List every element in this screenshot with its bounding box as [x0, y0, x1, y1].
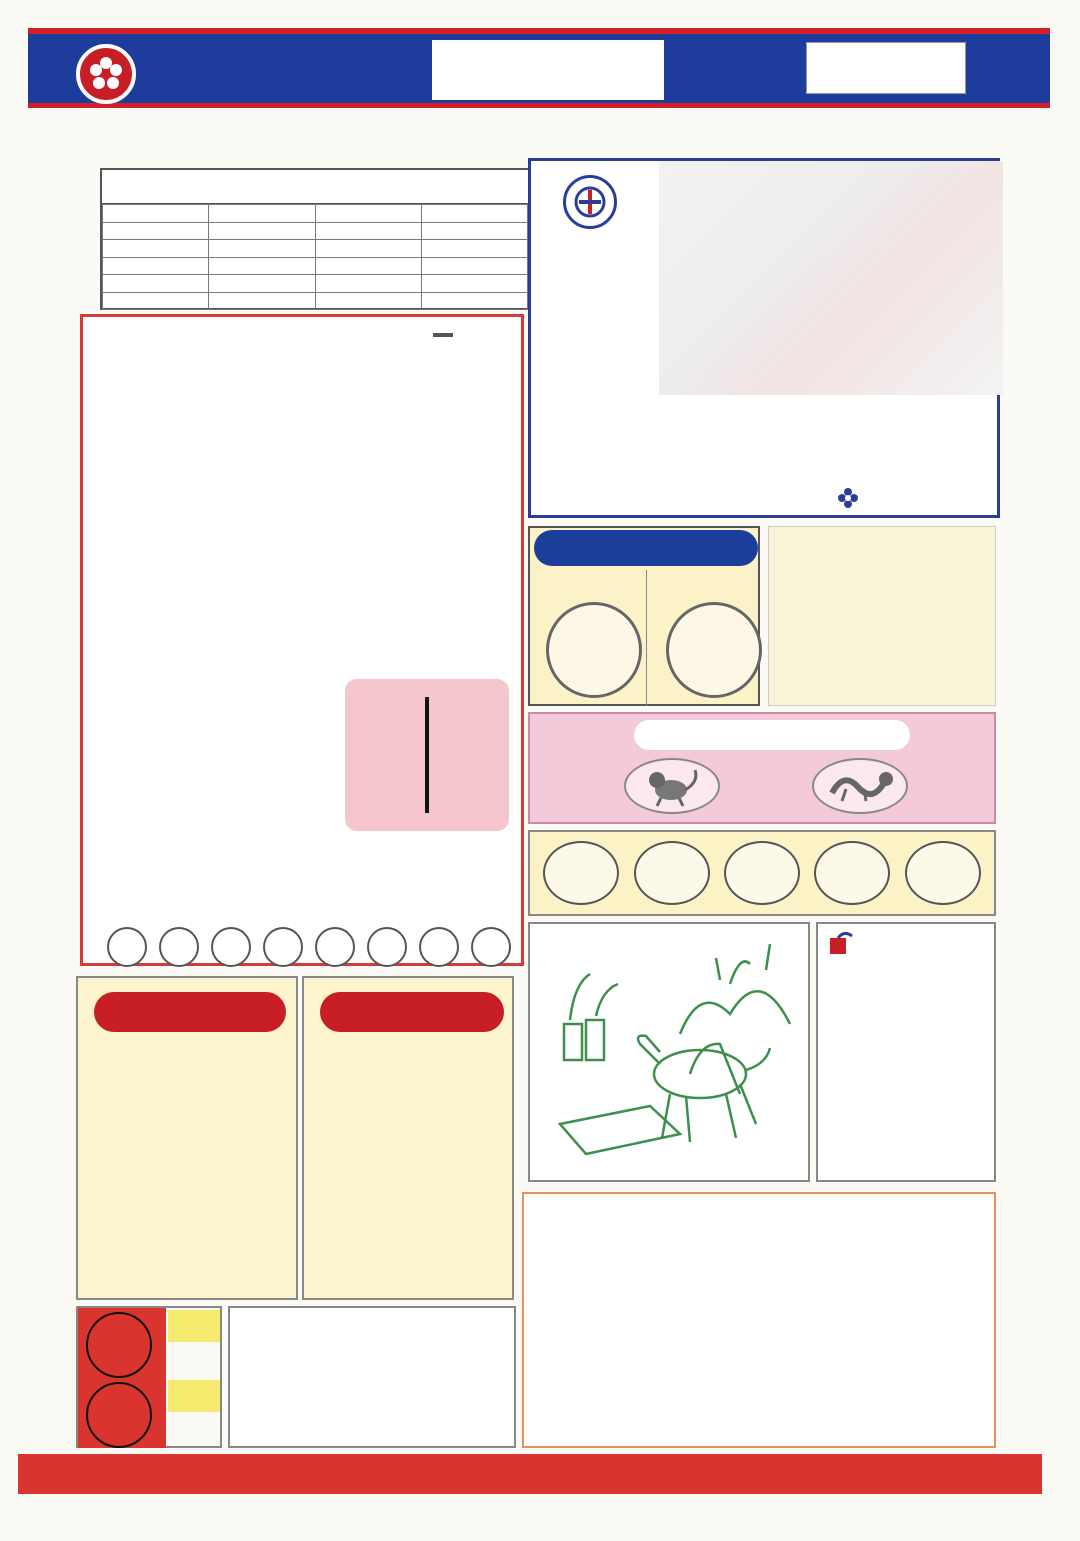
draw-count-panel: [76, 1306, 222, 1448]
number-ball: [543, 841, 619, 905]
number-ball: [315, 927, 355, 967]
zodiac-poem-panel: [302, 976, 514, 1300]
number-ball: [905, 841, 981, 905]
masthead: [28, 28, 1050, 108]
footer-disclaimer: [18, 1454, 1042, 1494]
table-cell: [421, 222, 527, 240]
issue-number: [806, 42, 966, 94]
table-cell: [209, 222, 315, 240]
count-label: [168, 1380, 220, 1412]
table-cell: [209, 240, 315, 258]
count-label: [168, 1310, 220, 1342]
marksix-logo: [837, 487, 871, 509]
special-double: [666, 602, 762, 698]
divider: [646, 570, 647, 706]
marksix-flower-icon: [837, 487, 859, 509]
table-cell: [209, 257, 315, 275]
table-cell: [103, 275, 209, 293]
table-cell: [209, 292, 315, 310]
number-ball: [634, 841, 710, 905]
prediction-title: [94, 992, 286, 1032]
lottery-balls-illustration: [549, 377, 719, 509]
hot-cold-table-box: [100, 168, 530, 310]
lucky-zodiac-panel: [528, 712, 996, 824]
blurred-area: [659, 161, 1003, 395]
marksix-border-top: [34, 122, 1044, 152]
table-cell: [421, 292, 527, 310]
table-row: [103, 222, 528, 240]
table-cell: [315, 222, 421, 240]
special-big: [546, 602, 642, 698]
table-row: [103, 257, 528, 275]
table-cell: [209, 275, 315, 293]
jockey-club-logo-icon: [563, 175, 617, 229]
meeting-record-panel: [80, 314, 524, 966]
blank-panel: [768, 526, 996, 706]
table-cell: [103, 222, 209, 240]
number-ball: [159, 927, 199, 967]
secret-chart: [345, 679, 509, 831]
number-ball: [419, 927, 459, 967]
marksix-border-right: [1014, 150, 1044, 1446]
number-ball: [211, 927, 251, 967]
number-ball: [263, 927, 303, 967]
marksix-border-left: [30, 150, 60, 1446]
selected-numbers: [107, 927, 511, 967]
table-cell: [315, 292, 421, 310]
hero-banner: [528, 158, 1000, 518]
number-ball: [86, 1382, 152, 1448]
table-cell: [103, 240, 209, 258]
zodiac-poem-title: [320, 992, 504, 1032]
table-cell: [421, 240, 527, 258]
special-prediction-panel: [76, 976, 298, 1300]
table-cell: [103, 257, 209, 275]
lucky-numbers-row: [528, 830, 996, 916]
number-ball: [107, 927, 147, 967]
number-ball: [471, 927, 511, 967]
table-cell: [315, 257, 421, 275]
number-ball: [86, 1312, 152, 1378]
monkey-icon: [624, 758, 720, 814]
table-row: [103, 275, 528, 293]
table-cell: [421, 257, 527, 275]
table-cell: [315, 275, 421, 293]
table-cell: [103, 292, 209, 310]
number-ball: [814, 841, 890, 905]
hot-cold-table-title: [102, 170, 528, 204]
masthead-title: [432, 40, 664, 100]
imperial-calendar-panel: [522, 1192, 996, 1448]
one-word-memo-panel: [816, 922, 996, 1182]
bauhinia-emblem-icon: [76, 44, 136, 104]
column-header: [103, 205, 209, 223]
table-row: [103, 292, 528, 310]
dragon-icon: [812, 758, 908, 814]
lucky-zodiac-title: [634, 720, 910, 750]
sheep-illustration: [528, 922, 810, 1182]
number-ball: [367, 927, 407, 967]
red-stamp-icon: [826, 930, 856, 960]
table-cell: [315, 240, 421, 258]
chart-divider: [425, 697, 429, 813]
column-header: [209, 205, 315, 223]
table-row: [103, 240, 528, 258]
table-header-row: [103, 205, 528, 223]
number-ball: [724, 841, 800, 905]
current-special-title: [534, 530, 758, 566]
confidential-badge: [433, 333, 453, 337]
current-special-panel: [528, 526, 760, 706]
column-header: [315, 205, 421, 223]
hot-cold-table: [102, 204, 528, 310]
column-header: [421, 205, 527, 223]
table-cell: [421, 275, 527, 293]
golden-win-panel: [228, 1306, 516, 1448]
